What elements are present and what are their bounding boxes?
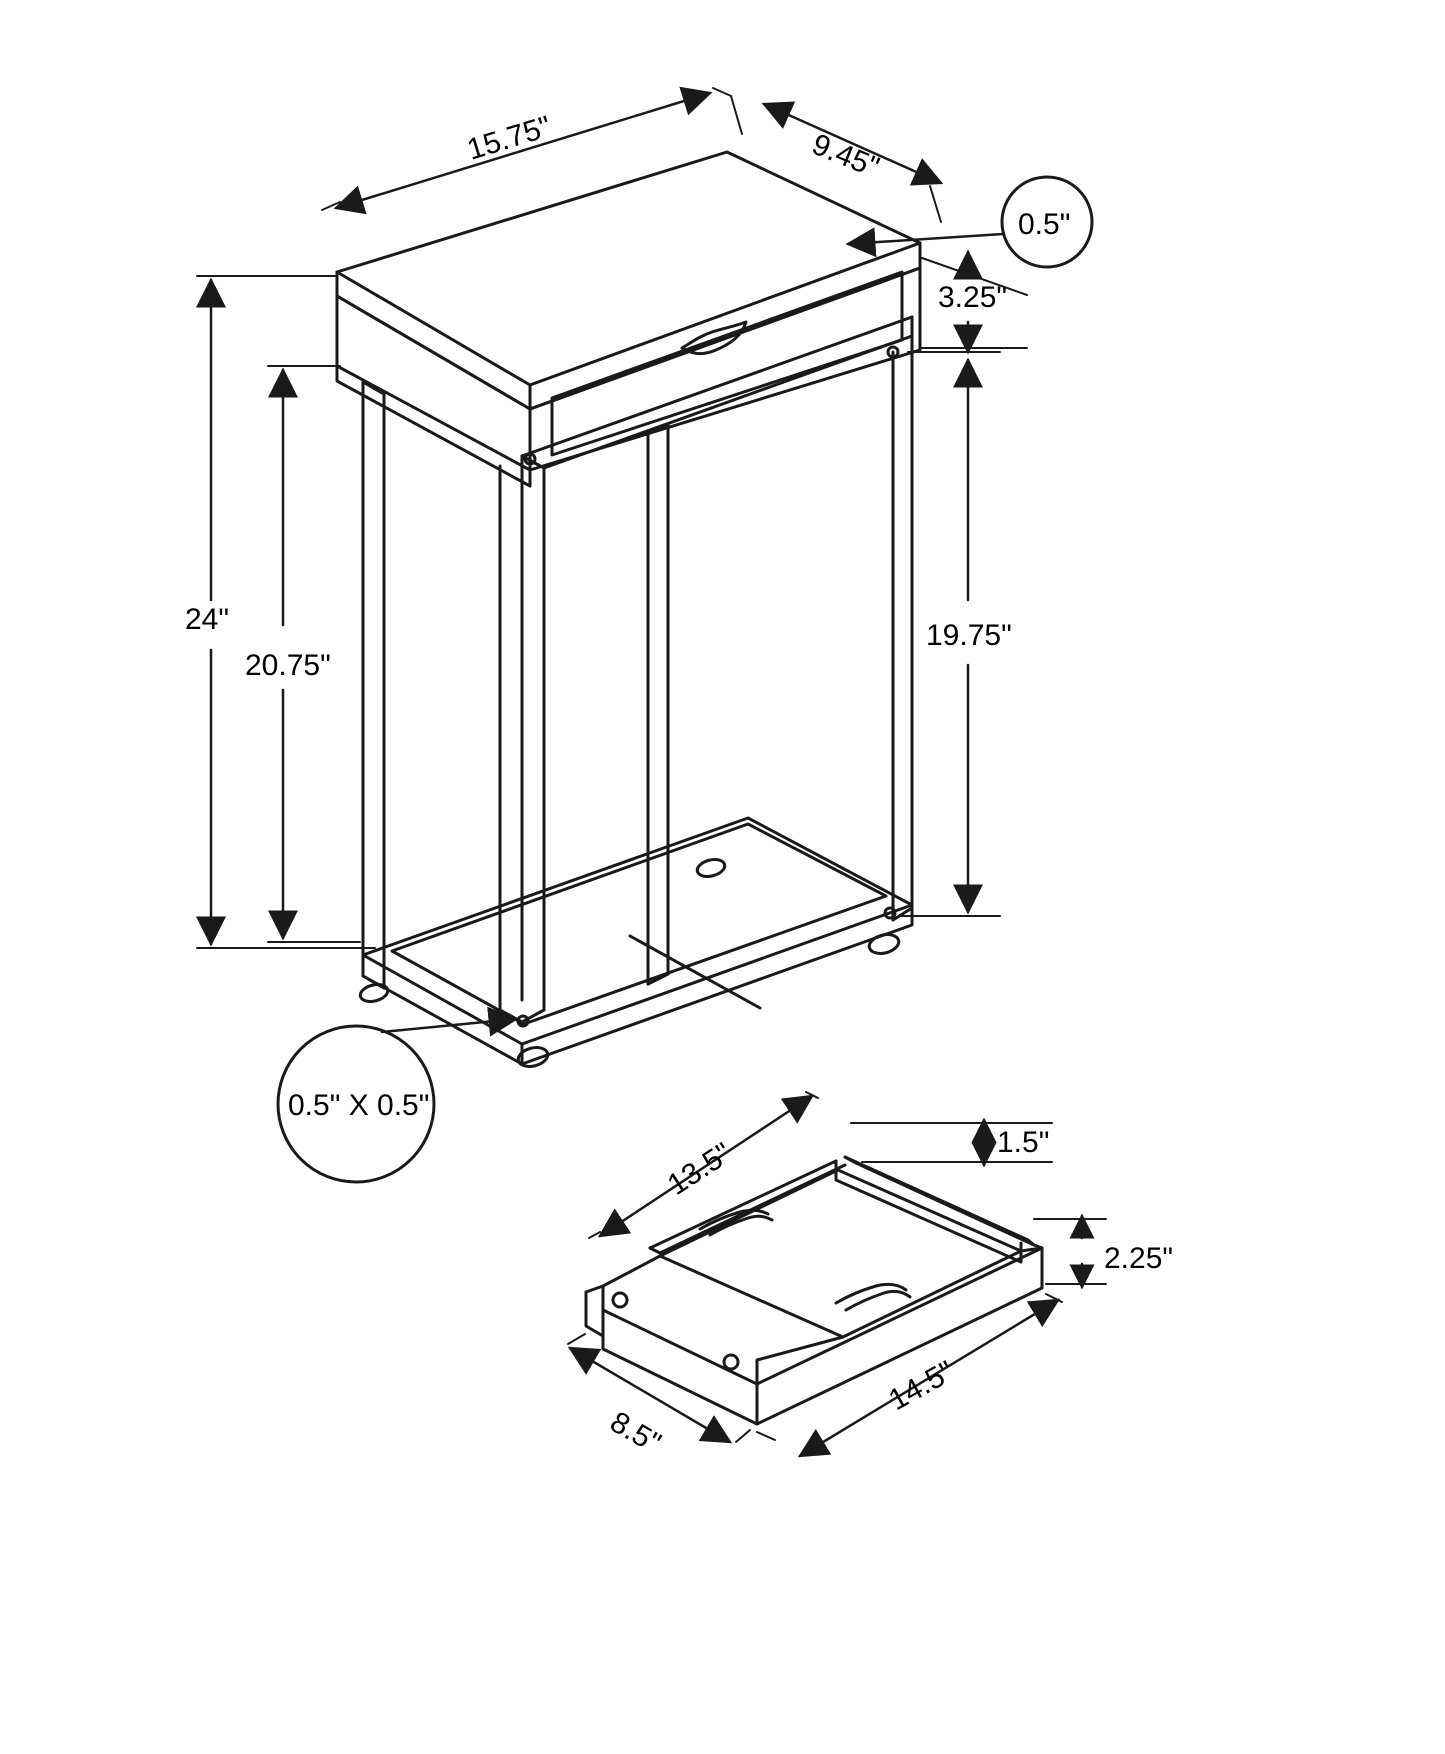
label-overall-height: 24" — [185, 603, 230, 636]
drawer-box — [586, 1157, 1042, 1424]
label-drawer-outer-width: 14.5" — [883, 1354, 960, 1418]
label-top-depth: 9.45" — [807, 127, 884, 185]
label-drawer-inner-width: 13.5" — [661, 1136, 738, 1202]
drawer-front-panel — [337, 268, 920, 470]
label-drawer-depth: 8.5" — [604, 1405, 667, 1461]
label-drawer-back-height: 1.5" — [997, 1126, 1050, 1159]
label-frame-height: 20.75" — [245, 649, 331, 682]
label-tube-section: 0.5" X 0.5" — [288, 1089, 430, 1122]
label-top-thickness: 0.5" — [1018, 208, 1071, 241]
dimension-drawer-front-height — [1034, 1216, 1106, 1287]
label-top-width: 15.75" — [463, 110, 556, 167]
dimension-drawer-depth — [568, 1334, 750, 1442]
label-drawer-height: 3.25" — [938, 281, 1008, 314]
label-leg-height: 19.75" — [926, 619, 1012, 652]
label-drawer-front-height: 2.25" — [1104, 1242, 1174, 1275]
